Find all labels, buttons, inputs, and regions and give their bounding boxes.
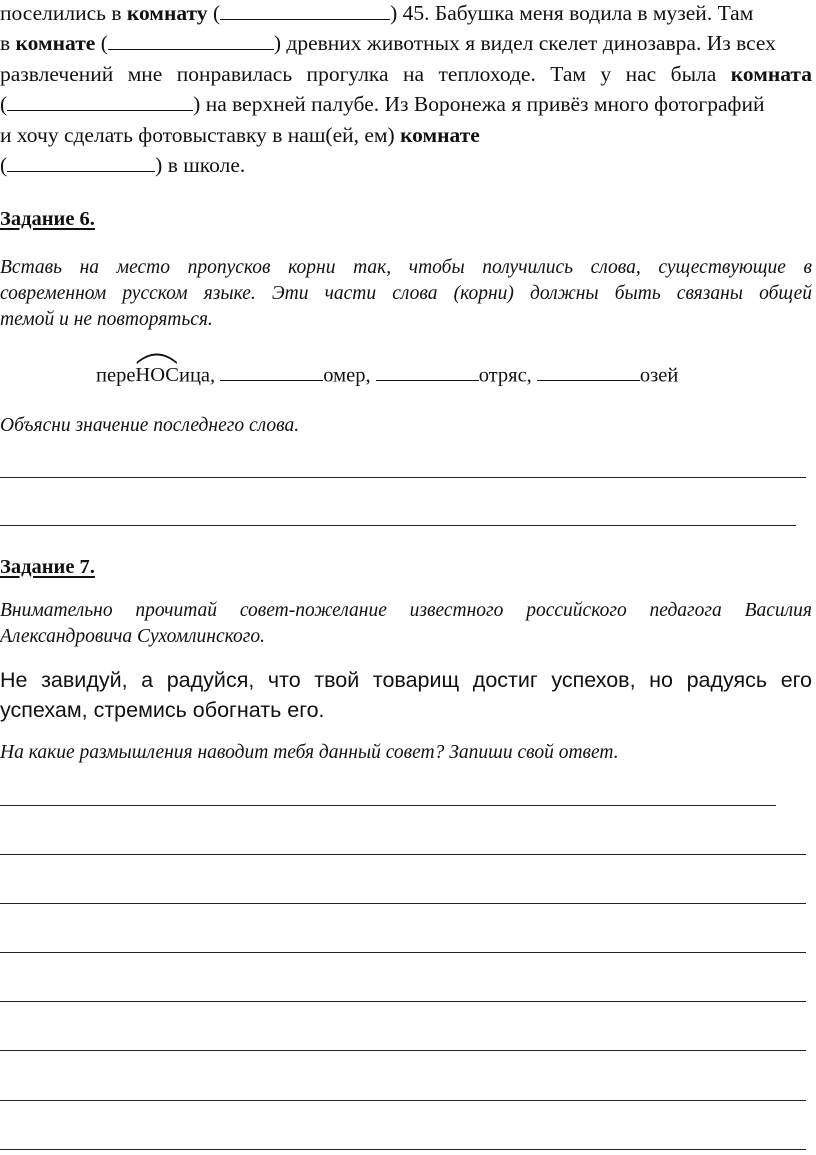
text: развлечений мне понравилась прогулка на теплоходе. Там у нас была xyxy=(0,61,731,86)
story-paragraph xyxy=(0,0,812,180)
root-blank[interactable] xyxy=(537,362,640,381)
answer-line[interactable] xyxy=(0,805,776,806)
story-line-5 xyxy=(0,120,812,150)
instruction-line: Вставь на место пропусков корни так, чтобы получились слова, существующие в xyxy=(0,257,812,278)
answer-line[interactable] xyxy=(0,1100,806,1101)
text: и хочу сделать фотовыставку в наш(ей, ем) xyxy=(0,122,401,147)
task6-question: Объясни значение последнего слова. xyxy=(0,415,300,436)
text: ( xyxy=(0,153,8,178)
word-ending: озей xyxy=(639,364,679,387)
root-arc-icon xyxy=(135,350,179,364)
answer-blank[interactable] xyxy=(7,91,193,111)
story-line-2 xyxy=(0,28,812,58)
answer-line[interactable] xyxy=(0,1149,806,1150)
answer-line[interactable] xyxy=(0,1050,806,1051)
task6-heading: Задание 6. xyxy=(0,208,95,230)
text: поселились в xyxy=(0,1,127,25)
task7-instruction xyxy=(0,598,812,650)
task6-word-row xyxy=(96,362,678,387)
text: ( xyxy=(0,92,8,117)
story-line-4 xyxy=(0,89,812,119)
text: ) 45. Бабушка меня водила в музей. Там xyxy=(390,1,754,25)
answer-blank[interactable] xyxy=(220,0,390,20)
answer-line[interactable] xyxy=(0,1001,806,1002)
text: ( xyxy=(95,31,108,56)
keyword-komnata: комнате xyxy=(15,31,96,56)
keyword-komnata: комната xyxy=(730,61,812,86)
instruction-line: темой и не повторяться. xyxy=(0,309,213,330)
quote-line: Не завидуй, а радуйся, что твой товарищ достиг успехов, но радуясь его xyxy=(0,668,812,692)
answer-blank[interactable] xyxy=(108,30,274,50)
answer-line[interactable] xyxy=(0,903,806,904)
answer-line[interactable] xyxy=(0,477,806,478)
task6-instruction xyxy=(0,255,812,333)
word-ending: отряс, xyxy=(478,364,537,387)
root-blank[interactable] xyxy=(376,362,479,381)
keyword-komnata: комнату xyxy=(126,1,208,25)
task7-question: На какие размышления наводит тебя данный совет? Запиши свой ответ. xyxy=(0,742,619,763)
instruction-line: Внимательно прочитай совет-пожелание известного российского педагога Василия xyxy=(0,600,812,621)
instruction-line: Александровича Сухомлинского. xyxy=(0,626,265,647)
root-with-arc xyxy=(135,364,179,387)
instruction-line: современном русском языке. Эти части слова (корни) должны быть связаны общей xyxy=(0,283,812,304)
text: ) на верхней палубе. Из Воронежа я привёз много фотографий xyxy=(193,92,765,117)
keyword-komnata: комнате xyxy=(400,122,480,147)
root-blank[interactable] xyxy=(220,362,323,381)
text: ( xyxy=(207,1,221,25)
story-line-3 xyxy=(0,59,812,89)
word-prefix: пере xyxy=(96,364,136,387)
text: ) в школе. xyxy=(155,153,246,178)
quote-block xyxy=(0,665,812,725)
story-line-6 xyxy=(0,150,812,180)
word-ending: ица, xyxy=(178,364,221,387)
answer-line[interactable] xyxy=(0,952,806,953)
text: ) древних животных я видел скелет динозавра. Из всех xyxy=(273,31,776,56)
task7-heading: Задание 7. xyxy=(0,556,95,578)
answer-line[interactable] xyxy=(0,854,806,855)
text: в xyxy=(0,31,16,56)
story-line-1 xyxy=(0,0,812,28)
answer-blank[interactable] xyxy=(7,152,155,172)
word-root: НОС xyxy=(135,364,179,387)
word-ending: омер, xyxy=(323,364,376,387)
answer-line[interactable] xyxy=(0,525,796,526)
quote-line: успехам, стремись обогнать его. xyxy=(0,698,325,722)
